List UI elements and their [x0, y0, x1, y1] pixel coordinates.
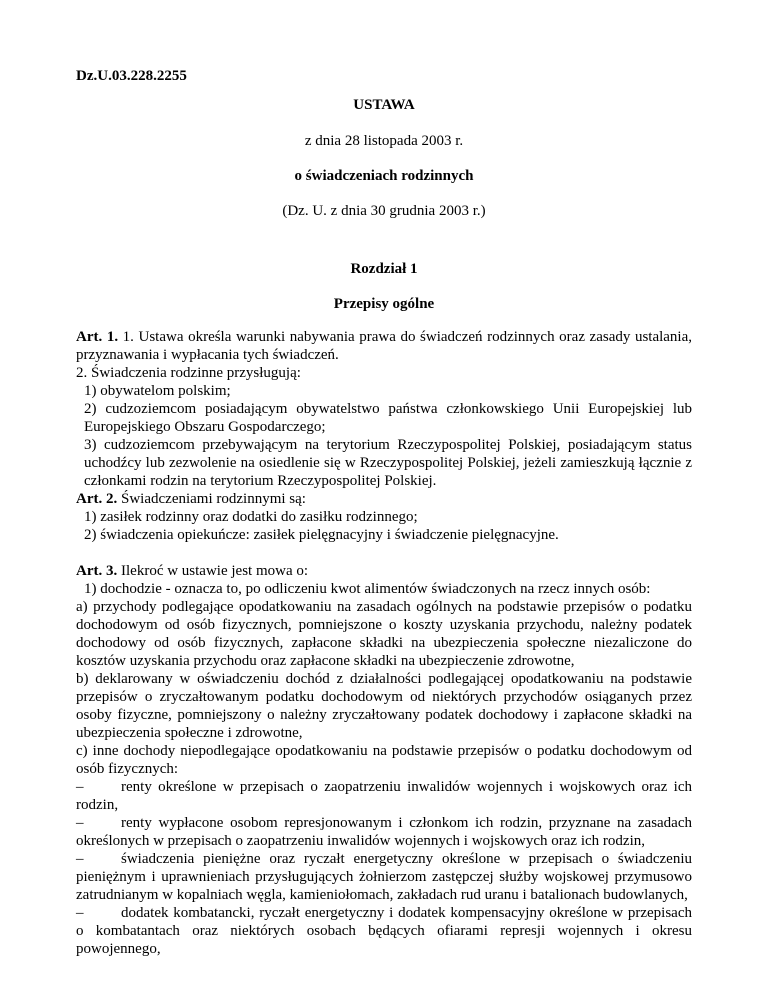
- art1-item-3: 3) cudzoziemcom przebywającym na terytorium Rzeczypospolitej Polskiej, posiadającym status uchodźcy lub zezwolenie na osiedlenie się w Rzeczypospolitej Polskiej, jeżeli zamieszkują łącznie z członkami rodzin na terytorium Rzeczypospolitej Polskiej.: [84, 437, 692, 489]
- art3-intro: Ilekroć w ustawie jest mowa o:: [121, 563, 309, 579]
- chapter-title: Przepisy ogólne: [333, 296, 435, 312]
- act-subject: o świadczeniach rodzinnych: [294, 168, 474, 184]
- art2-label: Art. 2.: [76, 491, 118, 507]
- art2-item-1: 1) zasiłek rodzinny oraz dodatki do zasiłku rodzinnego;: [84, 509, 418, 525]
- art3-dash-2-text: renty wypłacone osobom represjonowanym i członkom ich rodzin, przyznane na zasadach określonych w przepisach o zaopatrzeniu inwalidów wojennych i wojskowych oraz ich rodzin,: [76, 815, 692, 849]
- art3-dash-2: [76, 814, 692, 850]
- article-2: [76, 490, 692, 544]
- art3-dash-3-text: świadczenia pieniężne oraz ryczałt energetyczny określone w przepisach o świadczeniu pieniężnym i uprawnieniach przysługujących żołnierzom zastępczej służby wojskowej przymusowo zatrudnianym w kopalniach węgla, kamieniołomach, zakładach rud uranu i batalionach budowlanych,: [76, 851, 692, 903]
- art2-intro-line: [76, 490, 692, 508]
- dash-marker: –: [76, 779, 84, 795]
- dash-marker: –: [76, 905, 84, 921]
- article-1: [76, 328, 692, 490]
- document-reference: Dz.U.03.228.2255: [76, 68, 187, 84]
- article-3: [76, 562, 692, 958]
- art3-item-1: 1) dochodzie - oznacza to, po odliczeniu kwot alimentów świadczonych na rzecz innych osób:: [84, 581, 651, 597]
- art3-dash-3: [76, 850, 692, 904]
- art3-label: Art. 3.: [76, 563, 118, 579]
- art1-para1: [76, 328, 692, 364]
- art3-dash-4: [76, 904, 692, 958]
- art3-letter-a: a) przychody podlegające opodatkowaniu na zasadach ogólnych na podstawie przepisów o podatku dochodowym od osób fizycznych, pomniejszone o koszty uzyskania przychodu, należny podatek dochodowy od osób fizycznych, zapłacone składki na ubezpieczenia społeczne niezaliczone do kosztów uzyskania przychodu oraz zapłacone składki na ubezpieczenie zdrowotne,: [76, 599, 692, 669]
- art3-intro-line: [76, 562, 692, 580]
- art1-item-2: 2) cudzoziemcom posiadającym obywatelstwo państwa członkowskiego Unii Europejskiej lub Europejskiego Obszaru Gospodarczego;: [84, 401, 692, 435]
- art1-para2: 2. Świadczenia rodzinne przysługują:: [76, 365, 301, 381]
- art1-item-1: 1) obywatelom polskim;: [84, 383, 231, 399]
- art3-dash-4-text: dodatek kombatancki, ryczałt energetyczny i dodatek kompensacyjny określone w przepisach o kombatantach oraz niektórych osobach będących ofiarami represji wojennych i okresu powojennego,: [76, 905, 692, 957]
- art2-intro: Świadczeniami rodzinnymi są:: [121, 491, 306, 507]
- act-date: z dnia 28 listopada 2003 r.: [304, 133, 464, 149]
- art3-dash-1: [76, 778, 692, 814]
- dash-marker: –: [76, 815, 84, 831]
- art3-letter-b: b) deklarowany w oświadczeniu dochód z działalności podlegającej opodatkowaniu na podstawie przepisów o zryczałtowanym podatku dochodowym od niektórych przychodów osiąganych przez osoby fizyczne, pomniejszony o należny zryczałtowany podatek dochodowy i zapłacone składki na ubezpieczenia społeczne i zdrowotne,: [76, 671, 692, 741]
- dash-marker: –: [76, 851, 84, 867]
- chapter-number: Rozdział 1: [350, 261, 418, 277]
- publication-info: (Dz. U. z dnia 30 grudnia 2003 r.): [282, 203, 486, 219]
- art2-item-2: 2) świadczenia opiekuńcze: zasiłek pielęgnacyjny i świadczenie pielęgnacyjne.: [84, 527, 559, 543]
- art1-label: Art. 1.: [76, 329, 119, 345]
- art1-para1-text: 1. Ustawa określa warunki nabywania prawa do świadczeń rodzinnych oraz zasady ustalania, przyznawania i wypłacania tych świadczeń.: [76, 329, 693, 363]
- act-type-heading: USTAWA: [353, 97, 415, 113]
- art3-letter-c: c) inne dochody niepodlegające opodatkowaniu na podstawie przepisów o podatku dochodowym od osób fizycznych:: [76, 743, 692, 777]
- art3-dash-1-text: renty określone w przepisach o zaopatrzeniu inwalidów wojennych i wojskowych oraz ich rodzin,: [76, 779, 692, 813]
